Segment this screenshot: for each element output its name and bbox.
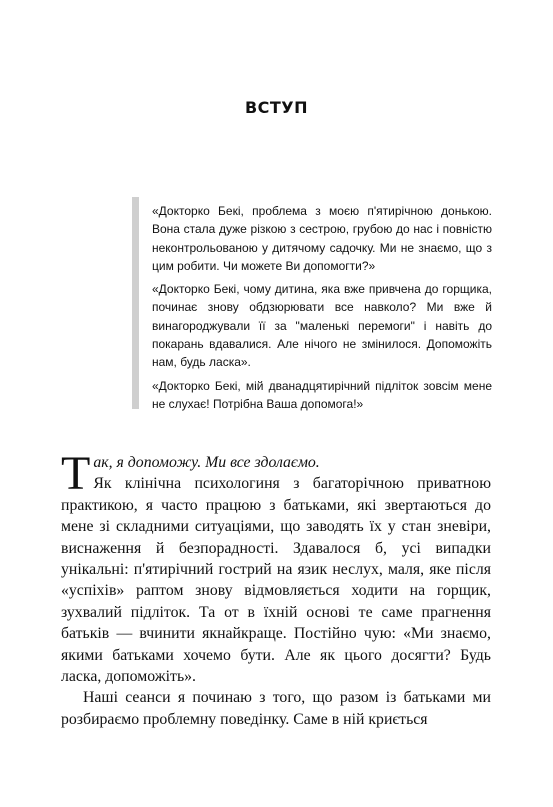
quote-1: «Докторко Бекі, проблема з моєю п'ятирічною донькою. Вона стала дуже різкою з сестрою, грубою до нас і повністю неконтрольованою у дитячому садочку. Ми не знаємо, що з цим робити. Чи можете Ви допомогти?» — [152, 204, 492, 273]
lead-paragraph — [61, 447, 491, 687]
lead-italic: ак, я допоможу. Ми все здолаємо. — [93, 454, 320, 471]
body-text — [61, 447, 491, 730]
quote-3: «Докторко Бекі, мій дванадцятирічний підліток зовсім мене не слухає! Потрібна Ваша допомога!» — [152, 378, 492, 411]
quote-2: «Докторко Бекі, чому дитина, яка вже привчена до горщика, починає знову обдзюрювати все навколо? Ми вже й винагороджували її за "маленькі перемоги" і навіть до покарань вдавалися. Але нічого не змінилося. Допоможіть нам, будь ласка». — [152, 282, 492, 370]
paragraph-1: Як клінічна психологиня з багаторічною приватною практикою, я часто працюю з батьками, які звертаються до мене зі складними ситуаціями, що заводять їх у стан зневіри, виснаження й безпорадності. Здавалося б, усі випадки унікальні: п'ятирічний гострий на язик неслух, маля, яке після «успіхів» раптом знову відмовляється ходити на горщик, зухвалий підліток. Та от в їхній основі те саме прагнення батьків — вчинити якнайкраще. Постійно чую: «Ми знаємо, якими батьками хочемо бути. Але як цього досягти? Будь ласка, допоможіть». — [61, 475, 491, 686]
drop-cap: Т — [61, 447, 91, 500]
epigraph-quotes — [132, 197, 492, 409]
paragraph-2: Наші сеанси я починаю з того, що разом із батьками ми розбираємо проблемну поведінку. Саме в ній криється — [61, 689, 491, 728]
chapter-heading: ВСТУП — [244, 98, 309, 117]
